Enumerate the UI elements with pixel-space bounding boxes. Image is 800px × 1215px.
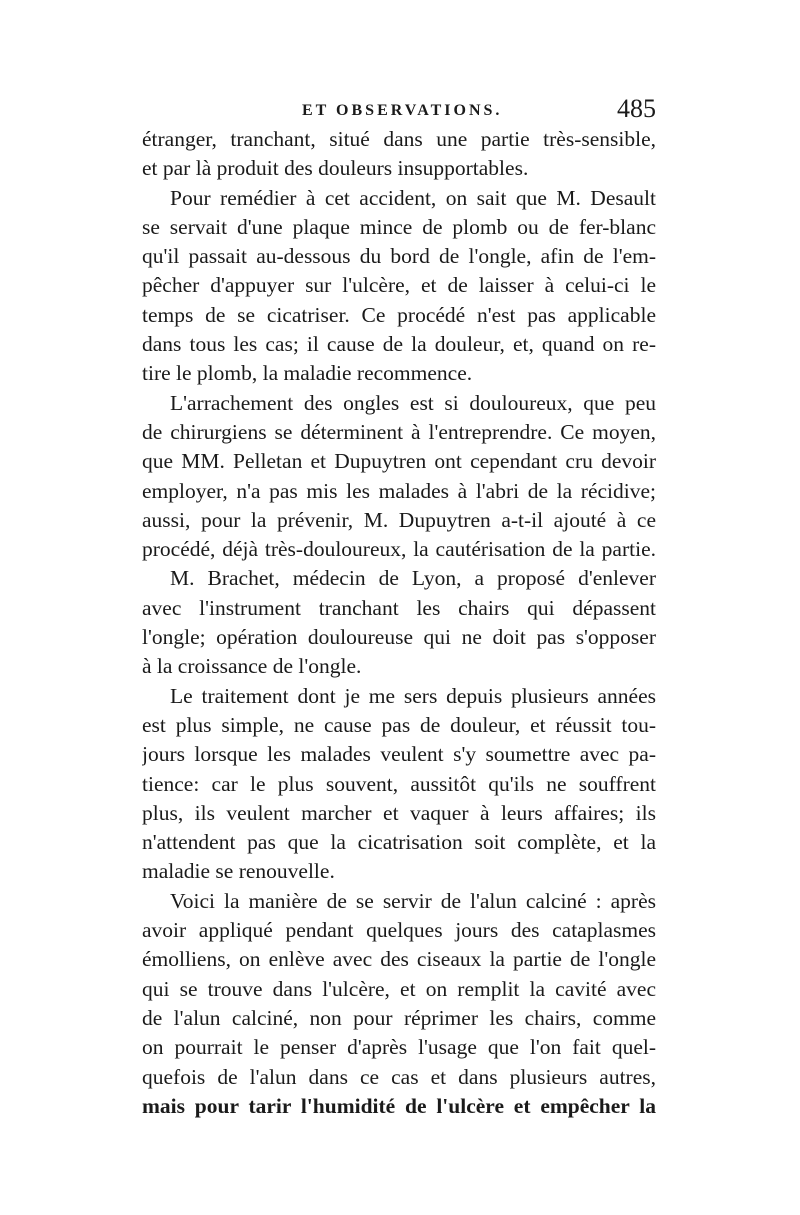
text-line: Pour remédier à cet accident, on sait que M. Desault bbox=[170, 185, 656, 210]
text-line: employer, n'a pas mis les malades à l'abri de la récidive; bbox=[142, 478, 656, 503]
body-text bbox=[142, 125, 656, 1121]
text-line: temps de se cicatriser. Ce procédé n'est pas applicable bbox=[142, 302, 656, 327]
text-line: avec l'instrument tranchant les chairs qui dépassent bbox=[142, 595, 656, 620]
text-line: et par là produit des douleurs insupportables. bbox=[142, 156, 529, 181]
text-line: aussi, pour la prévenir, M. Dupuytren a-t-il ajouté à ce bbox=[142, 507, 656, 532]
text-line: Le traitement dont je me sers depuis plusieurs années bbox=[170, 683, 656, 708]
text-line: à la croissance de l'ongle. bbox=[142, 654, 362, 679]
running-head: ET OBSERVATIONS. bbox=[302, 102, 503, 119]
text-line: procédé, déjà très-douloureux, la cautérisation de la partie. bbox=[142, 537, 656, 562]
text-line: on pourrait le penser d'après l'usage que l'on fait quel- bbox=[142, 1035, 656, 1060]
text-line: jours lorsque les malades veulent s'y soumettre avec pa- bbox=[142, 742, 656, 767]
text-line: M. Brachet, médecin de Lyon, a proposé d'enlever bbox=[170, 566, 656, 591]
text-line: pêcher d'appuyer sur l'ulcère, et de laisser à celui-ci le bbox=[142, 273, 656, 298]
text-line: l'ongle; opération douloureuse qui ne doit pas s'opposer bbox=[142, 625, 656, 650]
page-number: 485 bbox=[617, 94, 656, 123]
text-line: quefois de l'alun dans ce cas et dans plusieurs autres, bbox=[142, 1064, 656, 1089]
text-line: est plus simple, ne cause pas de douleur, et réussit tou- bbox=[142, 712, 656, 737]
page-header bbox=[142, 94, 656, 128]
text-line: plus, ils veulent marcher et vaquer à leurs affaires; ils bbox=[142, 800, 656, 825]
text-line: que MM. Pelletan et Dupuytren ont cependant cru devoir bbox=[142, 449, 656, 474]
text-line: de chirurgiens se déterminent à l'entreprendre. Ce moyen, bbox=[142, 419, 656, 444]
text-line: tire le plomb, la maladie recommence. bbox=[142, 361, 473, 386]
text-line: qu'il passait au-dessous du bord de l'ongle, afin de l'em- bbox=[142, 244, 656, 269]
text-line: maladie se renouvelle. bbox=[142, 859, 335, 884]
text-line: qui se trouve dans l'ulcère, et on remplit la cavité avec bbox=[142, 976, 656, 1001]
text-line: émolliens, on enlève avec des ciseaux la partie de l'ongle bbox=[142, 947, 656, 972]
text-line: Voici la manière de se servir de l'alun calciné : après bbox=[170, 888, 656, 913]
text-line: se servait d'une plaque mince de plomb ou de fer-blanc bbox=[142, 214, 656, 239]
text-line: de l'alun calciné, non pour réprimer les chairs, comme bbox=[142, 1005, 656, 1030]
text-line: mais pour tarir l'humidité de l'ulcère et empêcher la bbox=[142, 1093, 656, 1118]
text-line: dans tous les cas; il cause de la douleur, et, quand on re- bbox=[142, 332, 656, 357]
text-line: avoir appliqué pendant quelques jours des cataplasmes bbox=[142, 918, 656, 943]
text-line: tience: car le plus souvent, aussitôt qu'ils ne souffrent bbox=[142, 771, 656, 796]
text-line: n'attendent pas que la cicatrisation soit complète, et la bbox=[142, 830, 656, 855]
text-line: L'arrachement des ongles est si douloureux, que peu bbox=[170, 390, 656, 415]
text-line: étranger, tranchant, situé dans une partie très-sensible, bbox=[142, 127, 656, 151]
